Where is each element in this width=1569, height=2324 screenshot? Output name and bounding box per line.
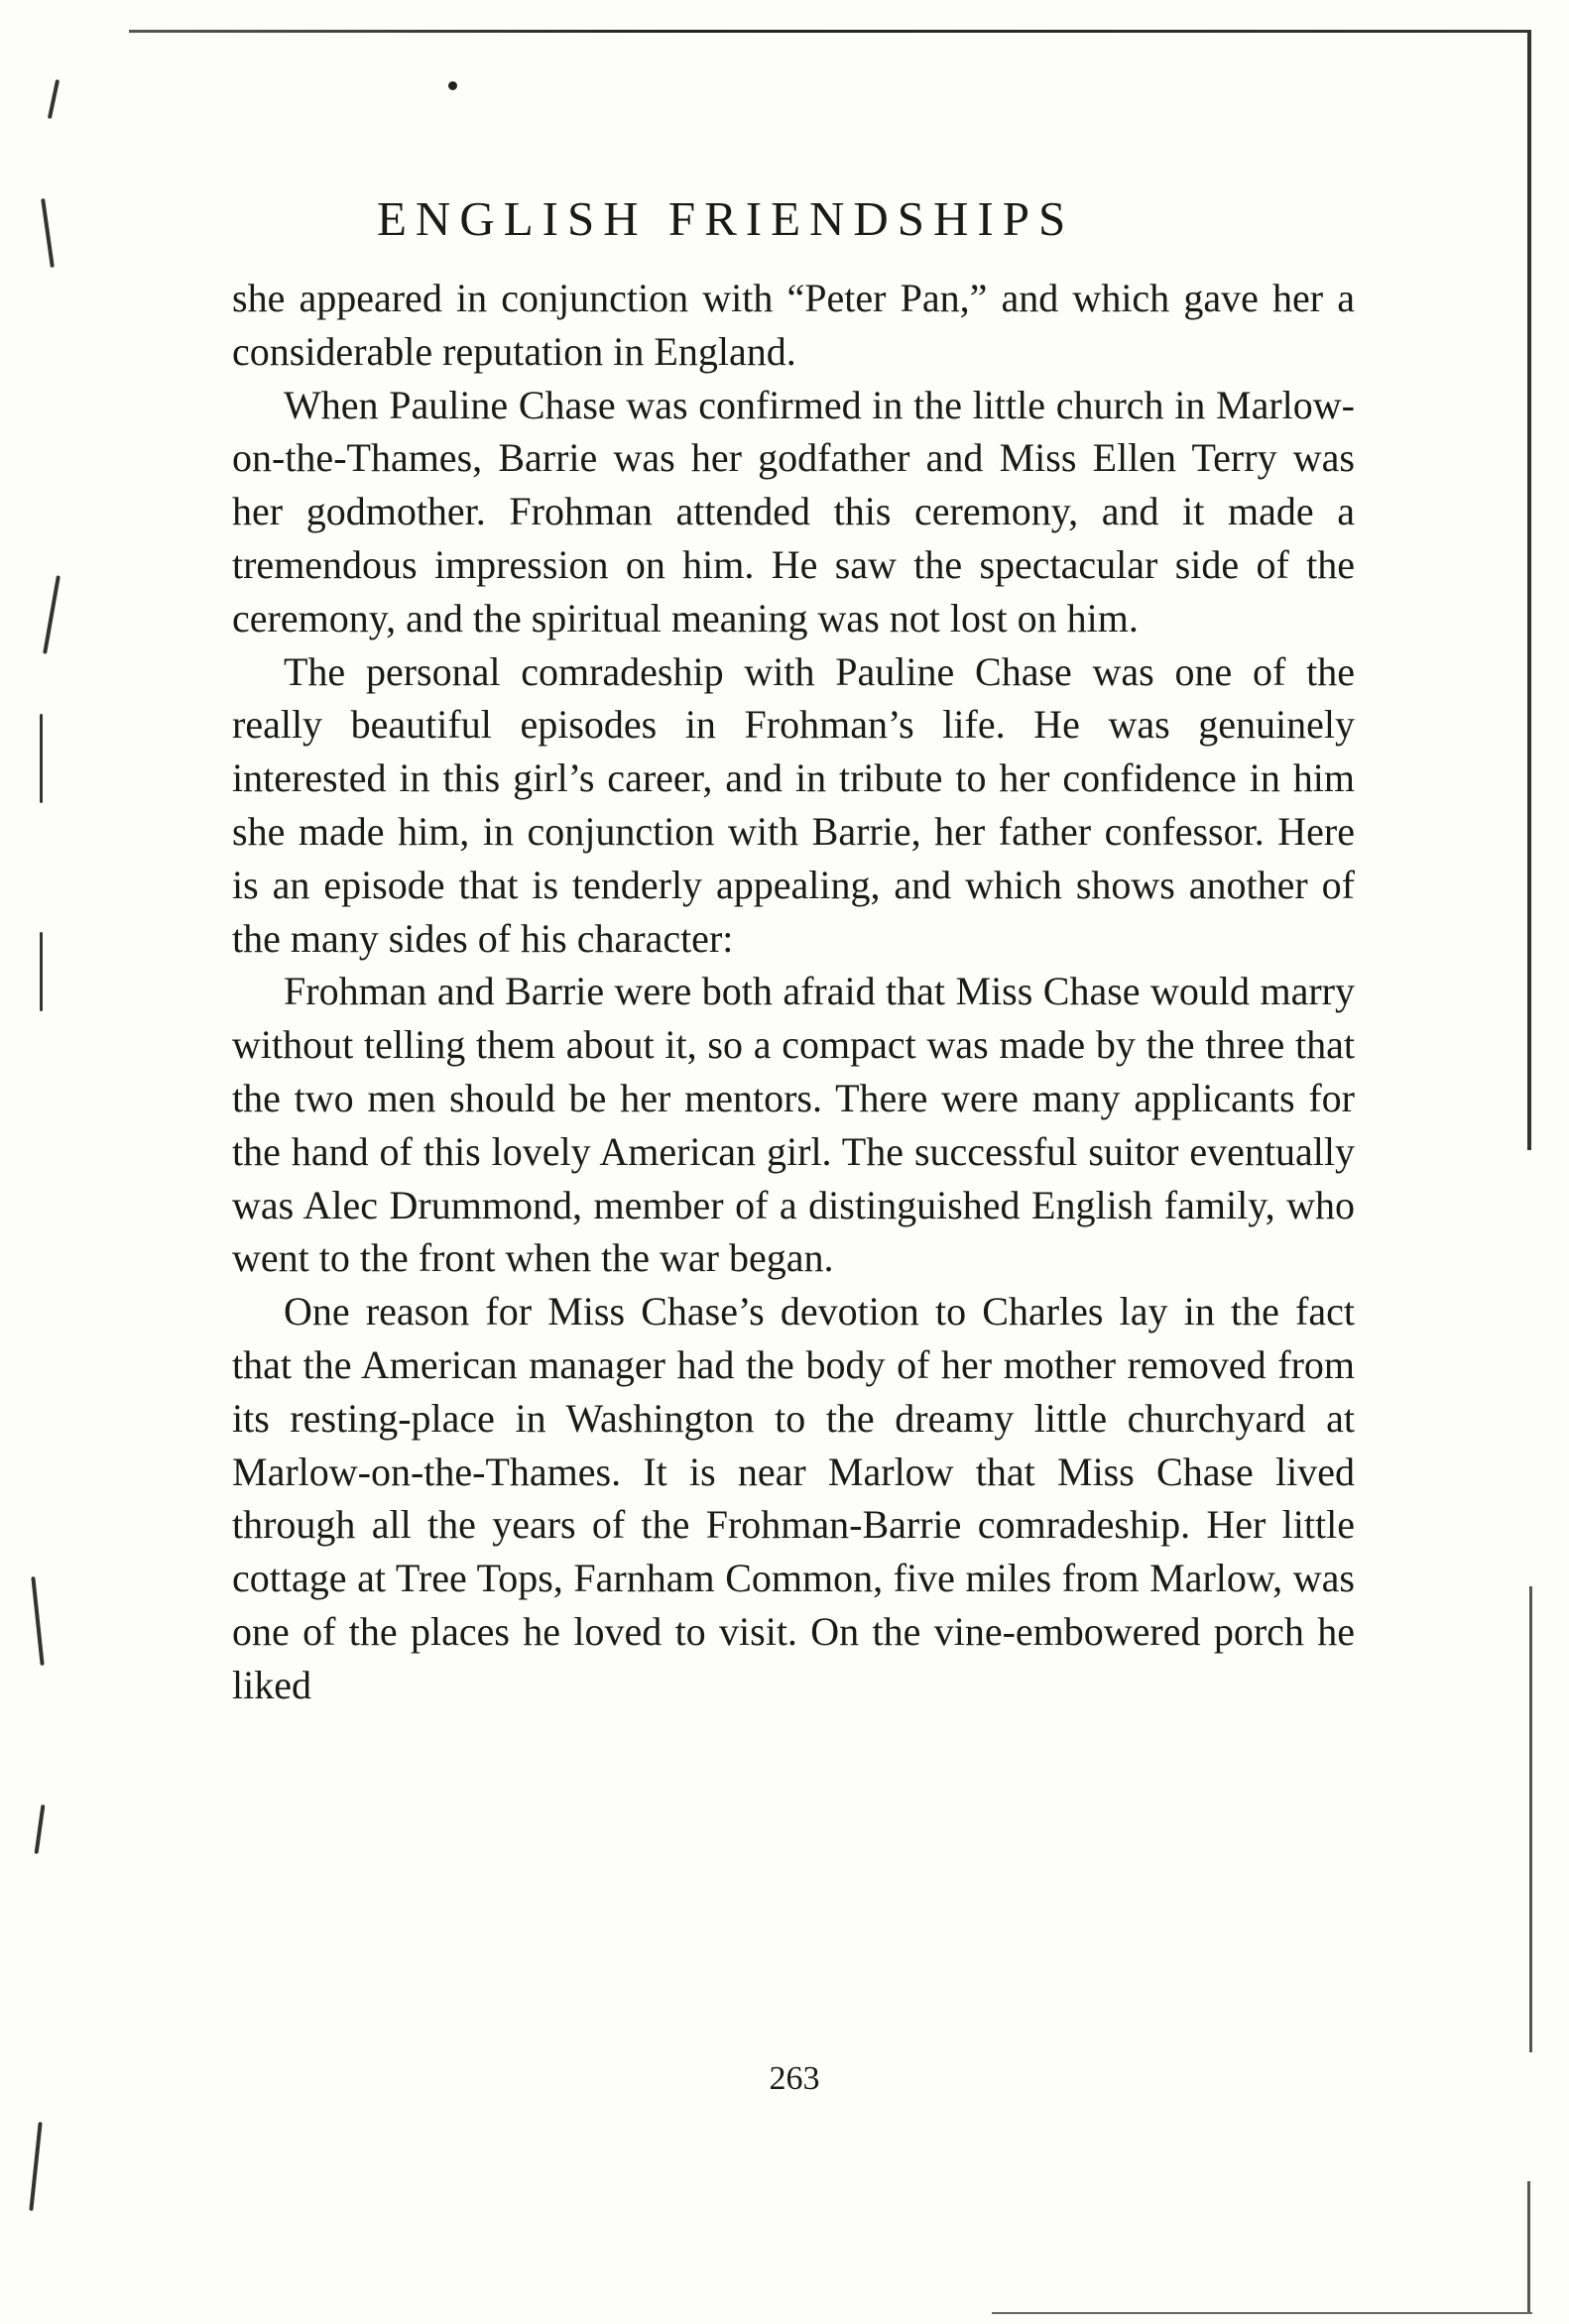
margin-mark [43,575,60,653]
scan-edge-right [1527,30,1531,1150]
margin-mark [35,1804,46,1854]
margin-mark [40,932,43,1011]
margin-mark [29,2122,42,2211]
scan-edge-bottom-right [1527,2181,1530,2314]
print-dot [448,81,457,90]
scan-edge-bottom [992,2312,1532,2314]
paragraph: One reason for Miss Chase’s devotion to Charles lay in the fact that the American manager had the body of her mother removed from its resting-place in Washington to the dreamy little churchyard at Marlow-on-the-Thames. It is near Marlow that Miss Chase lived through all the years of the Frohman-Barrie comradeship. Her little cottage at Tree Tops, Farnham Common, five miles from Marlow, was one of the places he loved to visit. On the vine-embowered porch he liked [232,1289,1355,1707]
margin-mark [40,714,43,803]
body-text [232,272,1355,1712]
running-head: ENGLISH FRIENDSHIPS [377,191,1075,246]
margin-mark [48,79,60,119]
scan-edge-right-lower [1529,1586,1532,2052]
margin-mark [41,198,55,268]
paragraph: When Pauline Chase was confirmed in the little church in Marlow-on-the-Thames, Barrie was her godfather and Miss Ellen Terry was her godmother. Frohman attended this ceremony, and it made a tremendous impression on him. He saw the spectacular side of the ceremony, and the spiritual meaning was not lost on him. [232,382,1355,640]
page-number: 263 [769,2060,820,2097]
scan-edge-top [129,30,1527,33]
margin-mark [31,1576,44,1666]
paragraph: Frohman and Barrie were both afraid that Miss Chase would marry without telling them about it, so a compact was made by the three that the two men should be her mentors. There were many applicants for the hand of this lovely American girl. The successful suitor eventually was Alec Drummond, member of a distinguished English family, who went to the front when the war began. [232,969,1355,1281]
paragraph: The personal comradeship with Pauline Chase was one of the really beautiful episodes in Frohman’s life. He was genuinely interested in this girl’s career, and in tribute to her confidence in him she made him, in conjunction with Barrie, her father confessor. Here is an episode that is tenderly appealing, and which shows another of the many sides of his character: [232,648,1355,961]
paragraph: she appeared in conjunction with “Peter Pan,” and which gave her a considerable reputation in England. [232,276,1355,374]
